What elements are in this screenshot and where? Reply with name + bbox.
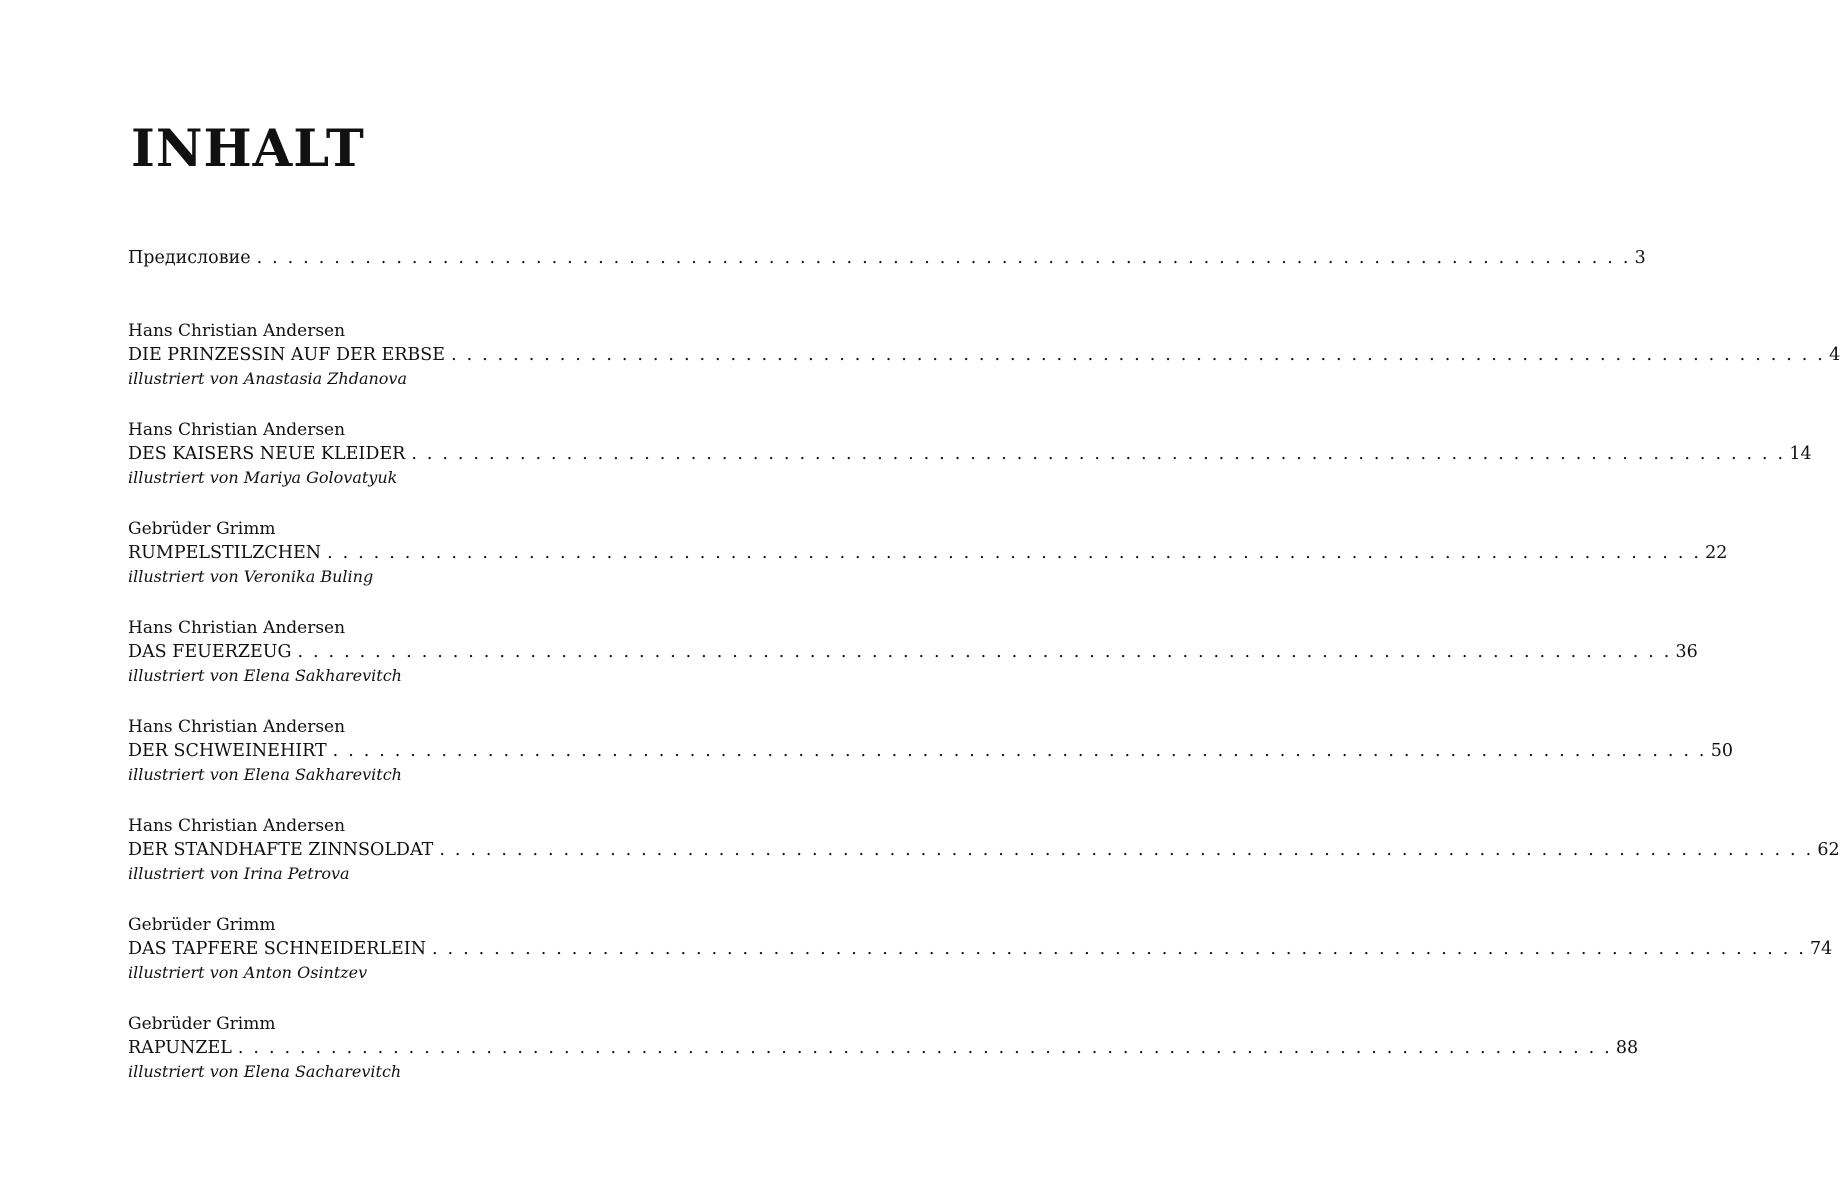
entry-author: Hans Christian Andersen [128,321,346,341]
entry-title: DER SCHWEINEHIRT [128,741,327,761]
page-number: 50 [1710,741,1733,761]
toc-entry[interactable] [128,715,1733,787]
entry-illustrator: illustriert von Veronika Buling [128,567,374,586]
entry-author: Hans Christian Andersen [128,816,346,836]
toc-line [128,1036,1639,1060]
entry-title: DAS FEUERZEUG [128,642,292,662]
toc-entry[interactable] [128,814,1840,886]
entry-illustrator: illustriert von Irina Petrova [128,864,350,883]
entry-title: DES KAISERS NEUE KLEIDER [128,444,406,464]
toc-line [128,248,1646,268]
dot-leader: . . . . . . . . . . . . . . . . . . . . . . . . . . . . . . . . . . . . . . . . . . . . . . . . . . . . . . . . . . . . . . . . . . . . . . . . . . . . . . . . . . . . . . . . . [256,248,1631,268]
toc-line [128,343,1840,367]
page-title: INHALT [131,119,365,179]
toc-entry-preface[interactable] [128,248,1646,268]
page-number: 36 [1675,642,1698,662]
entry-author: Hans Christian Andersen [128,717,346,737]
dot-leader: . . . . . . . . . . . . . . . . . . . . . . . . . . . . . . . . . . . . . . . . . . . . . . . . . . . . . . . . . . . . . . . . . . . . . . . . . . . . . . . . . . . . . . . . . [332,741,1707,761]
page-number: 74 [1810,939,1833,959]
toc-line [128,640,1698,664]
toc-line [128,442,1812,466]
page-number: 3 [1634,248,1646,268]
page-number: 88 [1615,1038,1639,1058]
toc-entry[interactable] [128,418,1812,490]
dot-leader: . . . . . . . . . . . . . . . . . . . . . . . . . . . . . . . . . . . . . . . . . . . . . . . . . . . . . . . . . . . . . . . . . . . . . . . . . . . . . . . . . . . . . . . . . [439,840,1814,860]
entry-title: DER STANDHAFTE ZINNSOLDAT [128,840,434,860]
page-number: 22 [1705,543,1728,563]
toc-line [128,739,1733,763]
entry-illustrator: illustriert von Anton Osintzev [128,963,368,982]
toc-line [128,937,1833,961]
dot-leader: . . . . . . . . . . . . . . . . . . . . . . . . . . . . . . . . . . . . . . . . . . . . . . . . . . . . . . . . . . . . . . . . . . . . . . . . . . . . . . . . . . . . . . . . . [297,642,1672,662]
toc-entry[interactable] [128,319,1840,391]
dot-leader: . . . . . . . . . . . . . . . . . . . . . . . . . . . . . . . . . . . . . . . . . . . . . . . . . . . . . . . . . . . . . . . . . . . . . . . . . . . . . . . . . . . . . . . . . [327,543,1702,563]
toc-entry[interactable] [128,517,1728,589]
entry-illustrator: illustriert von Elena Sakharevitch [128,765,402,784]
entry-title: DAS TAPFERE SCHNEIDERLEIN [128,939,427,959]
toc-line [128,541,1728,565]
toc-entry[interactable] [128,1012,1639,1084]
dot-leader: . . . . . . . . . . . . . . . . . . . . . . . . . . . . . . . . . . . . . . . . . . . . . . . . . . . . . . . . . . . . . . . . . . . . . . . . . . . . . . . . . . . . . . . . . [432,939,1807,959]
dot-leader: . . . . . . . . . . . . . . . . . . . . . . . . . . . . . . . . . . . . . . . . . . . . . . . . . . . . . . . . . . . . . . . . . . . . . . . . . . . . . . . . . . . . . . . . . [451,345,1826,365]
toc-entry[interactable] [128,913,1833,985]
entry-illustrator: illustriert von Mariya Golovatyuk [128,468,398,487]
dot-leader: . . . . . . . . . . . . . . . . . . . . . . . . . . . . . . . . . . . . . . . . . . . . . . . . . . . . . . . . . . . . . . . . . . . . . . . . . . . . . . . . . . . . . . . . . [411,444,1786,464]
entry-title: RUMPELSTILZCHEN [128,543,322,563]
entry-illustrator: illustriert von Elena Sakharevitch [128,666,402,685]
entry-author: Hans Christian Andersen [128,618,346,638]
entry-author: Gebrüder Grimm [128,519,276,539]
entry-illustrator: illustriert von Elena Sacharevitch [128,1062,402,1081]
page-number: 4 [1829,345,1840,365]
entry-title: DIE PRINZESSIN AUF DER ERBSE [128,345,446,365]
entry-author: Gebrüder Grimm [128,915,276,935]
toc-entry[interactable] [128,616,1698,688]
dot-leader: . . . . . . . . . . . . . . . . . . . . . . . . . . . . . . . . . . . . . . . . . . . . . . . . . . . . . . . . . . . . . . . . . . . . . . . . . . . . . . . . . . . . . . . . . [237,1038,1612,1058]
entry-title: Предисловие [128,248,251,268]
page-number: 14 [1789,444,1812,464]
toc-line [128,838,1840,862]
entry-author: Hans Christian Andersen [128,420,346,440]
entry-title: RAPUNZEL [128,1038,232,1058]
entry-author: Gebrüder Grimm [128,1014,276,1034]
entry-illustrator: illustriert von Anastasia Zhdanova [128,369,408,388]
page-number: 62 [1817,840,1840,860]
